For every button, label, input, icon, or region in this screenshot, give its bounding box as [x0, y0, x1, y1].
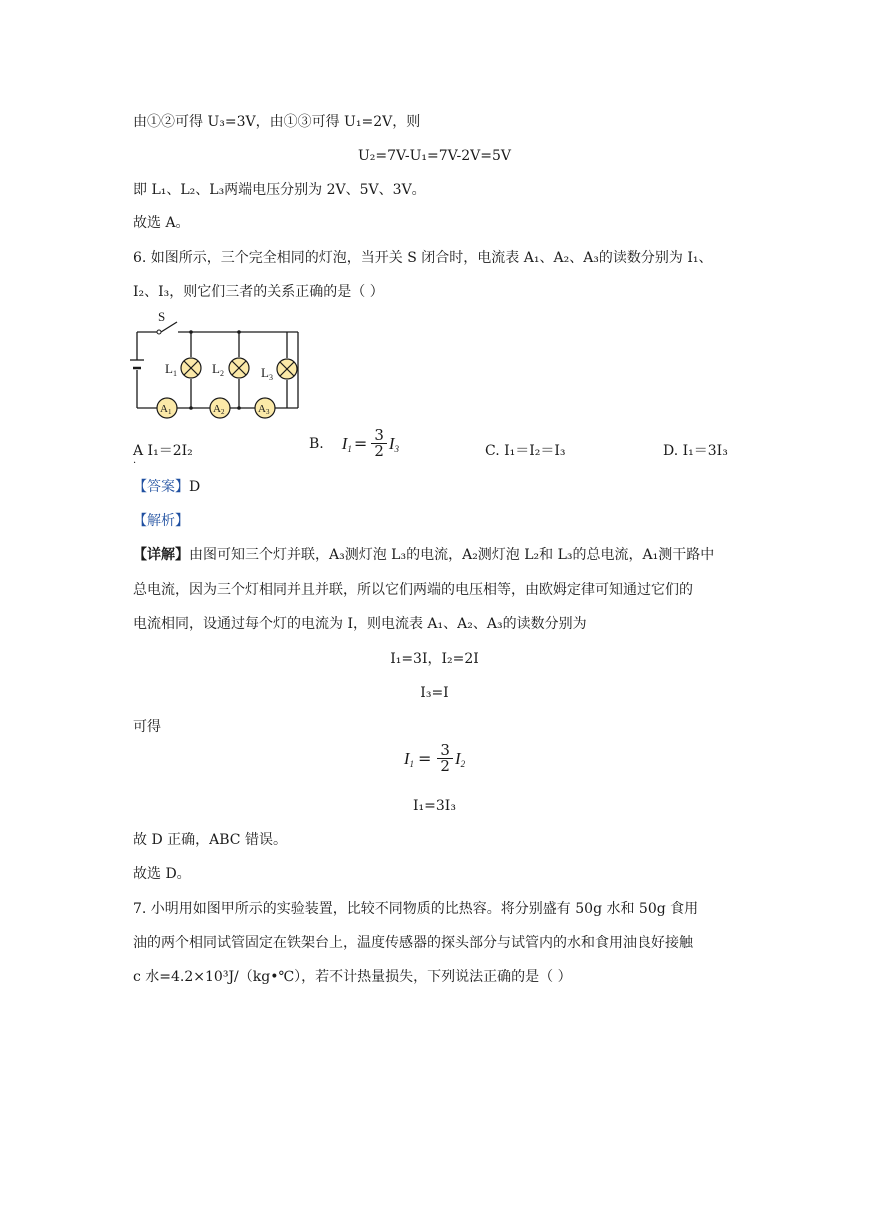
detail-tag: 【详解】: [133, 547, 189, 563]
equation-u2: U₂=7V-U₁=7V-2V=5V: [358, 148, 511, 164]
svg-text:A1: A1: [160, 403, 172, 416]
text-line-1: 由①②可得 U₃=3V，由①③可得 U₁=2V，则: [133, 114, 421, 130]
equation-fraction: $I_1$ = $\frac{3}{2}$ $I_2$: [403, 741, 466, 775]
switch-label: S: [158, 310, 166, 324]
question-6-line-1: 6. 如图所示，三个完全相同的灯泡，当开关 S 闭合时，电流表 A₁、A₂、A₃的读数分别为 I₁、: [133, 250, 713, 266]
option-c: C. I₁＝I₂＝I₃: [485, 443, 566, 459]
switch-contact: [157, 330, 161, 334]
question-7-line-2: 油的两个相同试管固定在铁架台上，温度传感器的探头部分与试管内的水和食用油良好接触: [133, 935, 693, 951]
svg-text:A3: A3: [258, 403, 270, 416]
text-kede: 可得: [133, 719, 161, 735]
option-d: D. I₁＝3I₃: [663, 443, 728, 459]
svg-text:L2: $L_2$: [212, 361, 224, 378]
answer-tag: 【答案】: [133, 479, 189, 495]
option-b: B. $I_1$ = $\frac{3}{2}$ $I_3$: [309, 426, 400, 460]
question-7-line-3: c 水=4.2×10³J/（kg•℃），若不计热量损失，下列说法正确的是（ ）: [133, 969, 572, 985]
circuit-diagram: [130, 310, 305, 422]
fraction-3-2: $\frac{3}{2}$: [371, 428, 387, 459]
option-a: A I₁＝2I₂: [133, 443, 193, 459]
lamp-icon: [277, 359, 297, 379]
text-line-3: 即 L₁、L₂、L₃两端电压分别为 2V、5V、3V。: [133, 182, 426, 198]
question-7-line-1: 7. 小明用如图甲所示的实验装置，比较不同物质的比热容。将分别盛有 50g 水和 50g 食用: [133, 901, 699, 917]
answer-line: [133, 477, 200, 497]
question-6-line-2: I₂、I₃，则它们三者的关系正确的是（ ）: [133, 284, 384, 300]
conclusion-line-2: 故选 D。: [133, 866, 191, 882]
battery-icon: [130, 360, 144, 368]
detail-line-3: 电流相同，设通过每个灯的电流为 I，则电流表 A₁、A₂、A₃的读数分别为: [133, 616, 587, 632]
lamp-icon: [229, 358, 249, 378]
detail-line-1: 【详解】由图可知三个灯并联，A₃测灯泡 L₃的电流，A₂测灯泡 L₂和 L₃的总电流，A₁测干路中: [133, 547, 715, 563]
conclusion-line-1: 故 D 正确，ABC 错误。: [133, 832, 287, 848]
equation-i1-i2: I₁=3I，I₂=2I: [390, 651, 479, 667]
equation-i3: I₃=I: [420, 685, 449, 701]
text-line-4: 故选 A。: [133, 215, 190, 231]
option-a-dot: ·: [133, 458, 137, 469]
detail-line-2: 总电流，因为三个灯相同并且并联，所以它们两端的电压相等，由欧姆定律可知通过它们的: [133, 582, 693, 598]
svg-text:A2: A2: [213, 403, 225, 416]
svg-text:L1: $L_1$: [165, 361, 177, 378]
lamp-icon: [181, 358, 201, 378]
analysis-tag: 【解析】: [133, 513, 189, 529]
equation-i1-3i3: I₁=3I₃: [413, 798, 456, 814]
svg-text:L3: $L_3$: [261, 365, 273, 382]
answer-value: D: [189, 479, 201, 495]
